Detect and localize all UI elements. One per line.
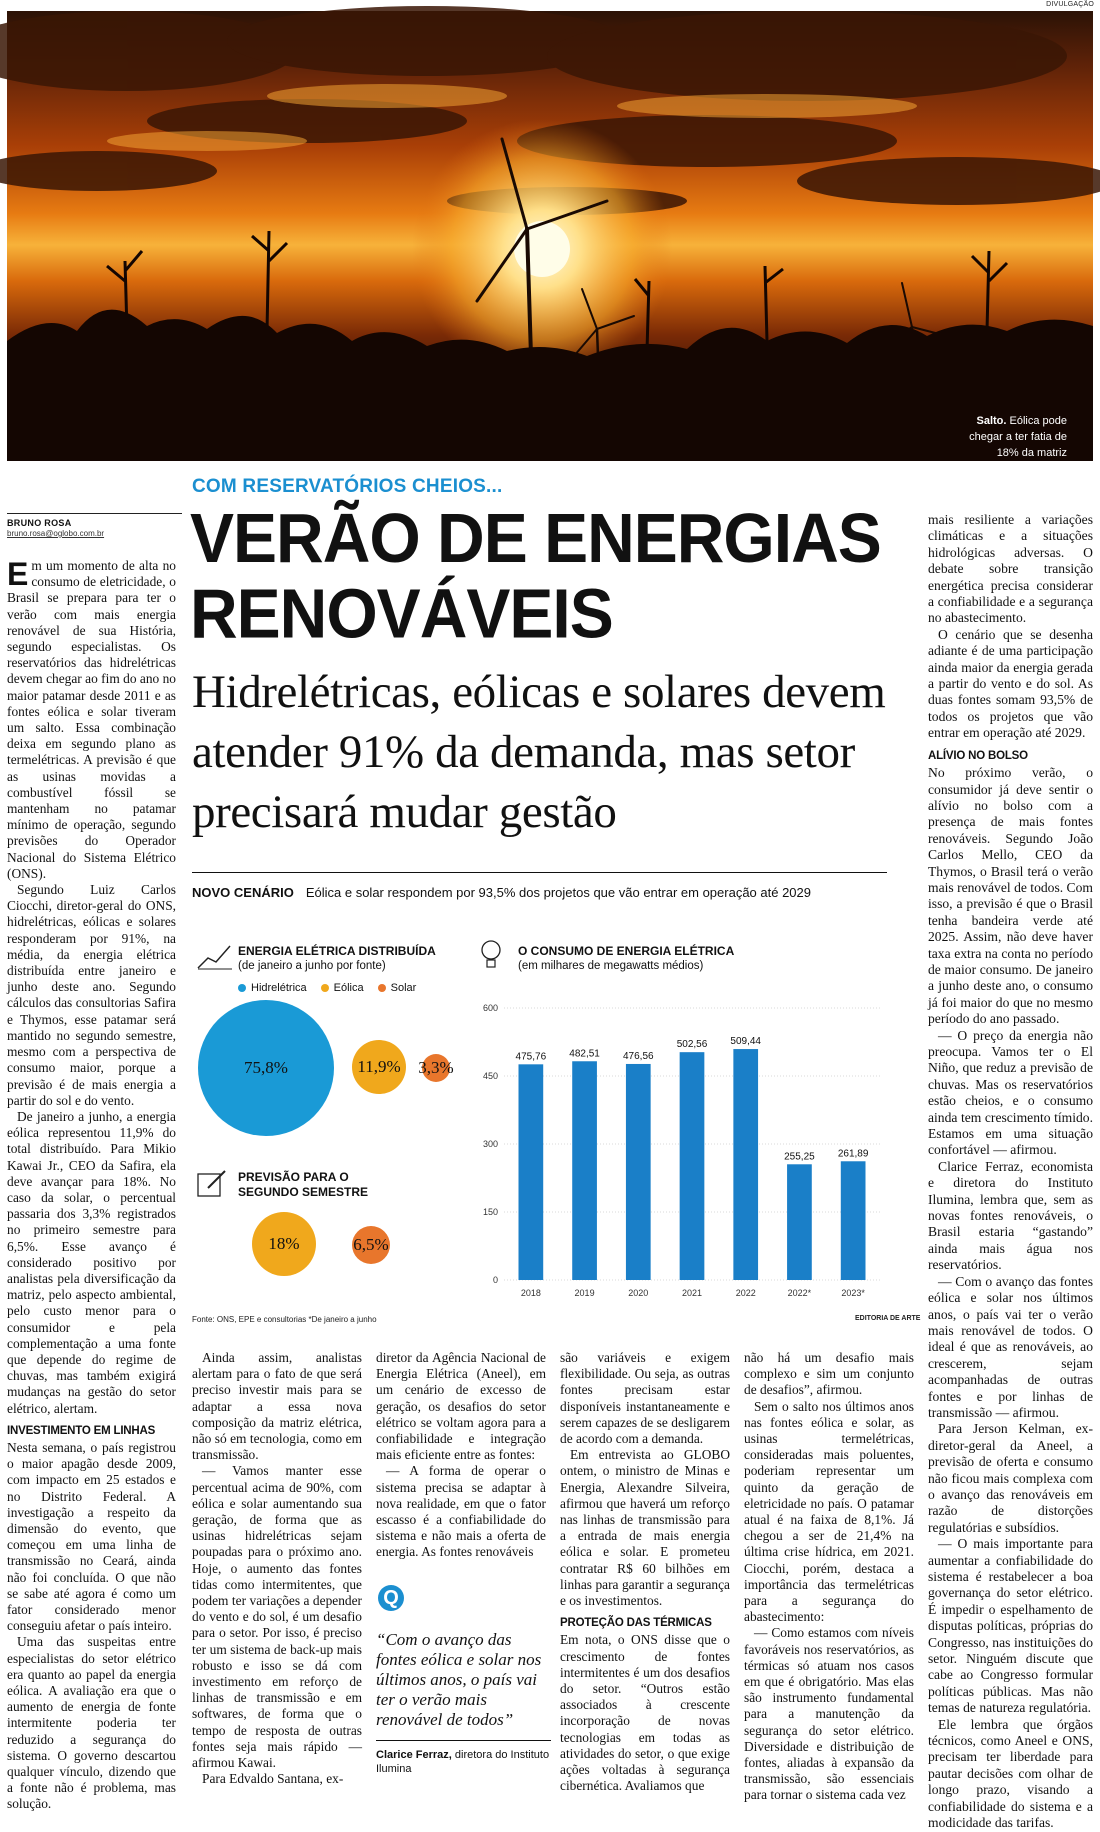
legend [238,982,416,994]
infographic-header [192,885,811,900]
paragraph: Clarice Ferraz, economista e diretora do Instituto Ilumina, lembra que, sem as novas fontes renováveis, o Brasil estaria “gastando” ainda mais água nos reservatórios. [928,1158,1093,1273]
column-3 [376,1350,546,1561]
bubble-hydro-label: 75,8% [244,1058,288,1077]
lightbulb-icon [478,938,504,972]
paragraph: — Vamos manter esse percentual acima de 90%, com eólica e solar aumentando sua geração, de forma que as usinas hidrelétricas sejam poupadas para o próximo ano. Hoje, o aumento das fontes tidas como intermitentes, que podem ter variações a depender do vento e do sol, é um desafio para o setor. Por isso, é preciso ter um sistema de back-up mais robusto e isso se dá com investimento em reforço de linhas de transmissão e em softwares, de forma que o tempo de resposta de outras fontes seja mais rápido — afirmou Kawai. [192,1463,362,1771]
quote-icon: Q [378,1585,404,1611]
bubble-wind [352,1040,406,1094]
paragraph: De janeiro a junho, a energia eólica representou 11,9% do total distribuído. Para Mikio Kawai Jr., CEO da Safira, ela deve avançar para 18%. No caso da solar, o percentual passaria dos 3,3% registrados no primeiro semestre para 6,5%. Esse avanço é considerado positivo por analistas pela diversificação da matriz, pelo aspecto ambiental, pelo custo menor para o consumidor e pela complementação a uma fonte que depende do regime de chuvas, mas também exigirá mudanças na gestão do setor elétrico, alertam. [7,1108,176,1416]
paragraph: Em nota, o ONS disse que o crescimento de fontes intermitentes é um dos desafios do setor. “Outros estão associados à crescente incorporação de novas tecnologias em todas as atividades do setor, o que exige ações voltadas à segurança cibernética. Avaliamos que [560,1632,730,1794]
y-tick-label: 0 [492,1275,498,1285]
column-5 [744,1350,914,1804]
legend-item-wind: Eólica [321,982,364,994]
subhead: INVESTIMENTO EM LINHAS [7,1424,156,1437]
x-tick-label: 2022* [787,1288,812,1298]
subhead: ALÍVIO NO BOLSO [928,749,1028,762]
sunset-wind-turbines-illustration [7,11,1093,461]
forecast-title-1: PREVISÃO PARA O [238,1170,349,1184]
x-tick-label: 2022 [735,1288,756,1298]
bar [733,1049,758,1280]
x-tick-label: 2018 [520,1288,541,1298]
bar-value-label: 475,76 [515,1051,547,1063]
bar-value-label: 261,89 [837,1148,869,1160]
chart-icon [196,940,234,970]
paragraph: mais resiliente a variações climáticas e a situações hidrológicas adversas. O debate sobre transição energética precisa considerar a confiabilidade e a segurança no abastecimento. [928,512,1093,626]
x-tick-label: 2020 [628,1288,649,1298]
y-tick-label: 150 [482,1207,498,1217]
bar-value-label: 502,56 [676,1039,708,1051]
consumo-subtitle: (em milhares de megawatts médios) [518,960,704,972]
bar-value-label: 482,51 [569,1048,600,1060]
column-4 [560,1350,730,1794]
legend-item-solar: Solar [378,982,417,994]
paragraph: — O mais importante para aumentar a confiabilidade do sistema é restabelecer a boa governança do setor elétrico. É impedir o espelhamento de disputas políticas, próprias do Congresso, nas instituições do setor. Ninguém discute que cabe ao Congresso formular políticas públicas. Mas não temas de natureza regulatória. [928,1536,1093,1716]
bar [680,1052,705,1280]
column-2 [192,1350,362,1787]
paragraph: Ele lembra que órgãos técnicos, como Aneel e ONS, precisam ter liberdade para pautar decisões com olhar de longo prazo, visando a confiabilidade do sistema e a modicidade das tarifas. [928,1716,1093,1831]
paragraph: — Com o avanço das fontes eólica e solar nos últimos anos, o país vai ter o verão mais renovável de todos. O ideal é que as renováveis, ao crescerem, sejam acompanhadas de outras fontes e por linhas de transmissão — afirmou. [928,1273,1093,1420]
subhead: PROTEÇÃO DAS TÉRMICAS [560,1617,712,1630]
bubble-forecast-solar [352,1226,390,1264]
bubble-solar-label: 3,3% [418,1058,454,1077]
y-tick-label: 300 [482,1139,498,1149]
bubble-forecast-wind-label: 18% [268,1234,300,1253]
column-6 [928,512,1093,1832]
x-tick-label: 2021 [681,1288,703,1298]
paragraph: — Como estamos com níveis favoráveis nos reservatórios, as térmicas só atuam nos casos em que é obrigatório. Mas elas são instrumento fundamental para a manutenção da segurança do setor elétrico. Diversidade e distribuição de fontes, aliadas à expansão da transmissão, são essenciais para tornar o sistema cada vez [744,1625,914,1803]
byline-rule [7,513,182,514]
bar-value-label: 509,44 [730,1036,762,1048]
dist-subtitle: (de janeiro a junho por fonte) [238,960,386,972]
forecast-title-2: SEGUNDO SEMESTRE [238,1185,369,1199]
pull-quote: “Com o avanço das fontes eólica e solar nos últimos anos, o país vai ter o verão mais renovável de todos” [376,1630,542,1729]
paragraph: Segundo Luiz Carlos Ciocchi, diretor-geral do ONS, hidrelétricas, eólicas e solares responderam por 91%, na média, da energia elétrica distribuída entre janeiro e junho deste ano. Segundo cálculos das consultorias Safira e Thymos, esse patamar será mantido no segundo semestre, mesmo com a perspectiva de consumo maior, porque a previsão é de mais energia a partir do sol e do vento. [7,882,176,1108]
bubble-solar [418,1054,454,1082]
paragraph: No próximo verão, o consumidor já deve sentir o alívio no bolso com a presença de mais fontes renováveis. Segundo João Carlos Mello, CEO da Thymos, o Brasil terá o verão mais renovável de todos. Com isso, a previsão é que o Brasil tenha bandeira verde até 2025. Assim, não deve haver taxa extra na conta no período de maior consumo. De janeiro a junho deste ano, o consumo já foi maior do que no mesmo período do ano passado. [928,765,1093,1027]
bar [572,1061,597,1280]
bar [626,1064,651,1280]
consumption-bar-chart [470,990,890,1310]
paragraph: O cenário que se desenha adiante é de uma participação ainda maior da energia gerada a partir do vento e do sol. As duas fontes somam 93,5% de todos os projetos que vão entrar em operação até 2029. [928,626,1093,741]
bar [519,1064,544,1280]
bar [841,1161,866,1280]
paragraph: diretor da Agência Nacional de Energia Elétrica (Aneel), em um cenário de excesso de geração, os desafios do setor elétrico se voltam agora para a confiabilidade e integração mais eficiente entre as fontes: [376,1350,546,1463]
legend-item-hydro: Hidrelétrica [238,982,307,994]
y-tick-label: 600 [482,1003,498,1013]
infographic-label: NOVO CENÁRIO [192,885,294,900]
quote-rule [376,1740,551,1741]
paragraph: Uma das suspeitas entre especialistas do setor elétrico era quanto ao papel da energia eólica. A avaliação era que o aumento de energia de fonte intermitente poderia ter reduzido a segurança do sistema. O governo descartou qualquer vínculo, dizendo que a fonte não é problema, mas solução. [7,1634,176,1812]
paragraph: — O preço da energia não preocupa. Vamos ter o El Niño, que reduz a previsão de chuvas. Mas os reservatórios estão cheios, e o consumo ainda tem crescimento tímido. Estamos em uma situação confortável — afirmou. [928,1027,1093,1158]
x-tick-label: 2023* [841,1288,865,1298]
paragraph: Em um momento de alta no consumo de eletricidade, o Brasil se prepara para ter o verão com mais energia renovável de sua História, segundo especialistas. Os reservatórios das hidrelétricas devem chegar ao fim do ano no maior patamar desde 2011 e as fontes eólica e solar tiveram um salto. Essa combinação deixa em segundo plano as termelétricas. A previsão é que as usinas movidas a combustível fóssil se mantenham no patamar mínimo de operação, segundo previsões do Operador Nacional do Sistema Elétrico (ONS). [7,556,176,881]
consumo-title: O CONSUMO DE ENERGIA ELÉTRICA [518,944,735,958]
x-tick-label: 2019 [574,1288,595,1298]
paragraph: — A forma de operar o sistema precisa se adaptar à nova realidade, em que o fator escasso é a confiabilidade do sistema e não mais a oferta de energia. As fontes renováveis [376,1463,546,1560]
byline-name: BRUNO ROSA [7,518,72,528]
photo-credit: DIVULGAÇÃO [1046,1,1094,8]
paragraph: são variáveis e exigem flexibilidade. Ou seja, as outras fontes precisam estar disponíveis instantaneamente e serem capazes de se desligarem de acordo com a demanda. [560,1350,730,1447]
paragraph: Nesta semana, o país registrou o maior apagão desde 2009, com impacto em 25 estados e no Distrito Federal. A investigação a respeito da dimensão do evento, que começou em uma linha de transmissão no Ceará, ainda não foi concluída. O que não se sabe até agora é como um fator considerado menor conseguiu afetar o país inteiro. [7,1439,176,1634]
bubble-hydro [198,1000,334,1136]
dist-title: ENERGIA ELÉTRICA DISTRIBUÍDA [238,944,436,958]
bubble-forecast-wind [252,1212,316,1276]
infographic-source: Fonte: ONS, EPE e consultorias *De janeiro a junho [192,1315,377,1324]
photo-caption: Salto. Eólica pode chegar a ter fatia de 18% da matriz [969,415,1067,459]
infographic-subtitle: Eólica e solar respondem por 93,5% dos projetos que vão entrar em operação até 2029 [305,885,811,900]
bubble-wind-label: 11,9% [357,1057,401,1076]
column-1 [7,558,176,1813]
infographic-rule [192,872,887,873]
bar-value-label: 255,25 [784,1151,815,1163]
bar [787,1164,812,1280]
paragraph: Para Edvaldo Santana, ex- [202,1771,344,1787]
y-tick-label: 450 [482,1071,498,1081]
paragraph: Em entrevista ao GLOBO ontem, o ministro de Minas e Energia, Alexandre Silveira, afirmou que haverá um reforço nas linhas de transmissão para a entrada de mais energia eólica e solar. E prometeu contratar R$ 60 bilhões em linhas para garantir a segurança e os investimentos. [560,1447,730,1609]
pencil-icon [196,1168,228,1200]
hero-photo [7,11,1093,461]
paragraph: Sem o salto nos últimos anos nas fontes eólica e solar, as usinas termelétricas, consideradas mais poluentes, poderiam representar um quinto da geração de eletricidade no país. O patamar atual é na faixa de 8,1%. Já chegou a ser de 21,4% na última crise hídrica, em 2021. Ciocchi, porém, destaca a importância das termelétricas para a segurança do abastecimento: [744,1398,914,1625]
byline-email[interactable]: bruno.rosa@oglobo.com.br [7,529,105,538]
dropcap: E [7,556,29,592]
bar-value-label: 476,56 [622,1050,654,1062]
paragraph: não há um desafio mais complexo e sim um conjunto de desafios”, afirmou. [744,1350,914,1398]
headline: VERÃO DE ENERGIAS RENOVÁVEIS [190,498,881,653]
quote-author: Clarice Ferraz, diretora do Instituto Ilumina [376,1749,550,1775]
bubble-forecast-solar-label: 6,5% [353,1235,389,1254]
paragraph: Ainda assim, analistas alertam para o fato de que será preciso investir mais para se adaptar a essa nova composição da matriz elétrica, não só em tecnologia, como em transmissão. [192,1350,362,1463]
paragraph: Para Jerson Kelman, ex-diretor-geral da Aneel, a previsão de oferta e consumo não ficou mais complexa com o avanço das renováveis em razão de distorções regulatórias e subsídios. [928,1421,1093,1535]
deck: Hidrelétricas, eólicas e solares devem atender 91% da demanda, mas setor precisará mudar gestão [192,666,886,838]
kicker: COM RESERVATÓRIOS CHEIOS... [192,476,503,497]
infographic-editoria: EDITORIA DE ARTE [855,1315,921,1322]
